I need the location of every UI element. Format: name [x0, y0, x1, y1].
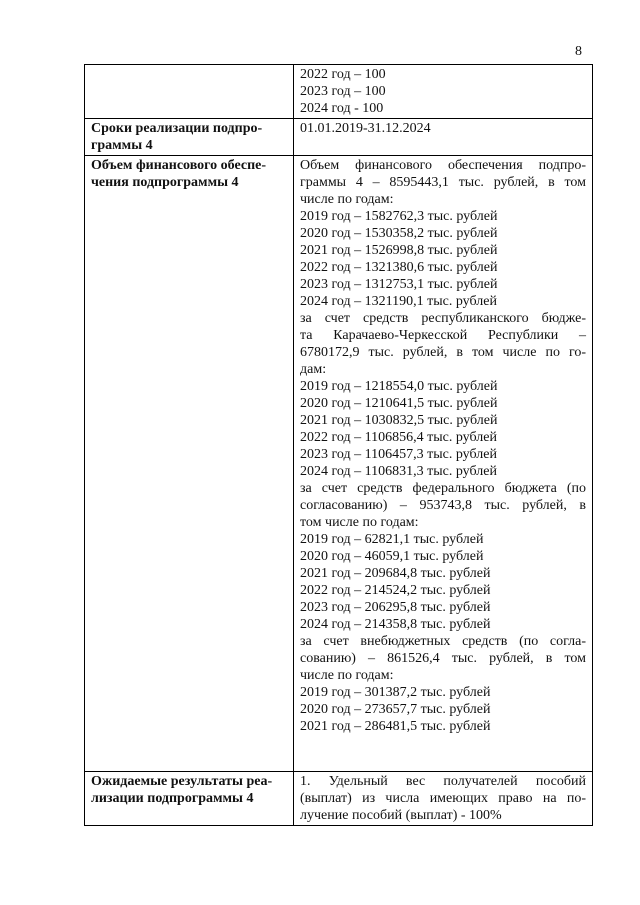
terms-label: Сроки реализации подпро- граммы 4	[85, 119, 294, 156]
federal-intro: том числе по годам:	[300, 515, 419, 530]
republic-intro: та Карачаево-Черкесской Республики –	[300, 328, 586, 343]
funding-total-intro: граммы 4 – 8595443,1 тыс. рублей, в том	[300, 175, 586, 190]
republic-year-line: 2024 год – 1106831,3 тыс. рублей	[300, 464, 497, 479]
extrabudget-intro: числе по годам:	[300, 668, 394, 683]
federal-year-line: 2020 год – 46059,1 тыс. рублей	[300, 549, 484, 564]
republic-year-line: 2023 год – 1106457,3 тыс. рублей	[300, 447, 497, 462]
extrabudget-year-line: 2021 год – 286481,5 тыс. рублей	[300, 719, 491, 734]
page-number: 8	[575, 44, 582, 59]
funding-total-intro: Объем финансового обеспечения подпро-	[300, 158, 586, 173]
table-row	[85, 65, 593, 119]
funding-year-line: 2020 год – 1530358,2 тыс. рублей	[300, 226, 498, 241]
federal-intro: за счет средств федерального бюджета (по	[300, 481, 586, 496]
republic-year-line: 2020 год – 1210641,5 тыс. рублей	[300, 396, 498, 411]
republic-intro: 6780172,9 тыс. рублей, в том числе по го-	[300, 345, 586, 360]
funding-year-line: 2019 год – 1582762,3 тыс. рублей	[300, 209, 498, 224]
funding-value	[294, 156, 593, 772]
funding-year-line: 2022 год – 1321380,6 тыс. рублей	[300, 260, 498, 275]
extrabudget-intro: сованию) – 861526,4 тыс. рублей, в том	[300, 651, 586, 666]
indicator-values	[294, 65, 593, 119]
funding-year-line: 2023 год – 1312753,1 тыс. рублей	[300, 277, 498, 292]
subprogram-passport-table	[84, 64, 593, 826]
funding-year-line: 2024 год – 1321190,1 тыс. рублей	[300, 294, 497, 309]
extrabudget-year-line: 2020 год – 273657,7 тыс. рублей	[300, 702, 491, 717]
federal-year-line: 2022 год – 214524,2 тыс. рублей	[300, 583, 491, 598]
funding-year-line: 2021 год – 1526998,8 тыс. рублей	[300, 243, 498, 258]
federal-year-line: 2021 год – 209684,8 тыс. рублей	[300, 566, 491, 581]
republic-year-line: 2019 год – 1218554,0 тыс. рублей	[300, 379, 498, 394]
indicator-line: 2023 год – 100	[300, 84, 386, 99]
funding-label: Объем финансового обеспе- чения подпрограммы 4	[85, 156, 294, 772]
republic-intro: дам:	[300, 362, 327, 377]
indicator-line: 2022 год – 100	[300, 67, 386, 82]
federal-intro: согласованию) – 953743,8 тыс. рублей, в	[300, 498, 586, 513]
row-label	[85, 65, 294, 119]
federal-year-line: 2019 год – 62821,1 тыс. рублей	[300, 532, 484, 547]
republic-year-line: 2021 год – 1030832,5 тыс. рублей	[300, 413, 498, 428]
funding-total-intro: числе по годам:	[300, 192, 394, 207]
federal-year-line: 2023 год – 206295,8 тыс. рублей	[300, 600, 491, 615]
table-row	[85, 156, 593, 772]
extrabudget-intro: за счет внебюджетных средств (по согла-	[300, 634, 586, 649]
results-value: 1. Удельный вес получателей пособий (выплат) из числа имеющих право на по- лучение пособий (выплат) - 100%	[294, 772, 593, 826]
table-row	[85, 119, 593, 156]
federal-year-line: 2024 год – 214358,8 тыс. рублей	[300, 617, 491, 632]
republic-intro: за счет средств республиканского бюдже-	[300, 311, 586, 326]
extrabudget-year-line: 2019 год – 301387,2 тыс. рублей	[300, 685, 491, 700]
terms-value: 01.01.2019-31.12.2024	[294, 119, 593, 156]
republic-year-line: 2022 год – 1106856,4 тыс. рублей	[300, 430, 497, 445]
results-label: Ожидаемые результаты реа- лизации подпрограммы 4	[85, 772, 294, 826]
indicator-line: 2024 год - 100	[300, 101, 384, 116]
table-row	[85, 772, 593, 826]
